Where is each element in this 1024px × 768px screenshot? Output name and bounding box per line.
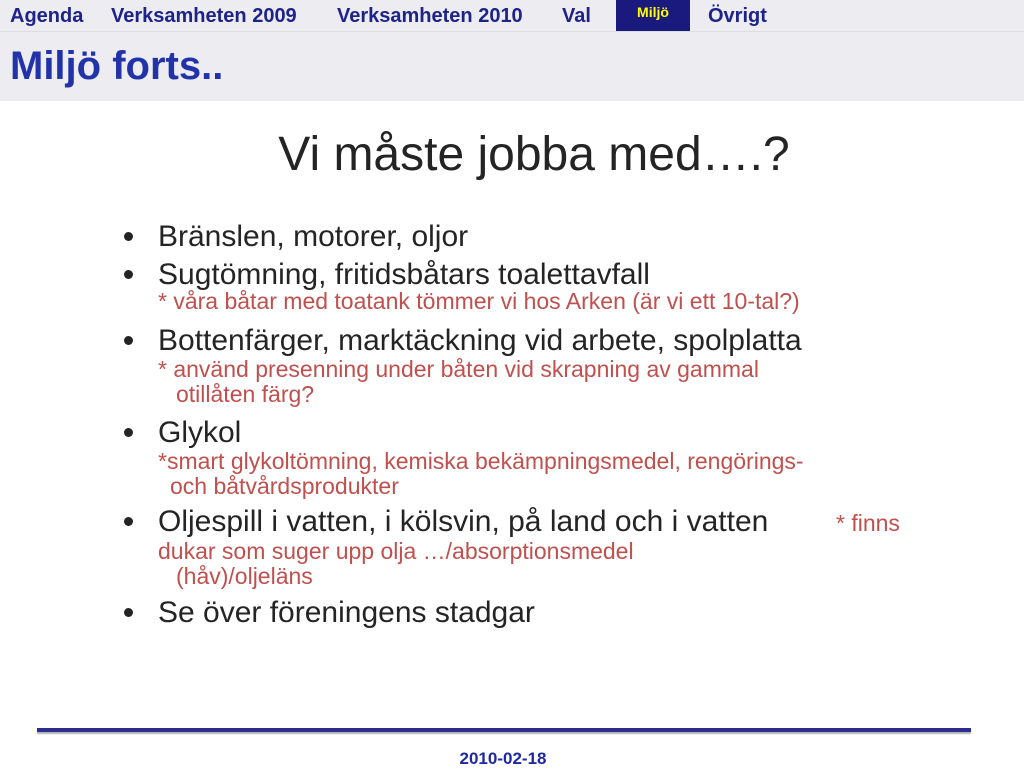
bullet-text: Sugtömning, fritidsbåtars toalettavfall [158, 258, 650, 291]
bullet-note: *smart glykoltömning, kemiska bekämpningsmedel, rengörings- [158, 448, 804, 474]
bullet-note: * våra båtar med toatank tömmer vi hos Arken (är vi ett 10-tal?) [158, 288, 800, 314]
tab-agenda-label: Agenda [10, 5, 84, 27]
tab-miljo-label: Miljö [637, 4, 669, 20]
bullet-text: Glykol [158, 416, 242, 449]
bullet-icon [124, 232, 133, 241]
tab-val[interactable] [562, 0, 591, 31]
tab-agenda[interactable] [10, 0, 83, 31]
footer-divider [37, 728, 971, 732]
bullet-icon [124, 336, 133, 345]
bullet-note: (håv)/oljeläns [176, 563, 313, 589]
tab-miljo[interactable] [616, 0, 690, 31]
tab-ovrigt[interactable] [708, 0, 767, 31]
bullet-icon [124, 517, 133, 526]
bullet-note: * använd presenning under båten vid skrapning av gammal [158, 356, 759, 382]
tab-verksamheten-2009-label: Verksamheten 2009 [111, 5, 297, 27]
bullet-text: Bottenfärger, marktäckning vid arbete, spolplatta [158, 324, 802, 357]
bullet-text: Bränslen, motorer, oljor [158, 220, 469, 253]
bullet-note: otillåten färg? [176, 381, 315, 407]
bullet-text: Se över föreningens stadgar [158, 596, 535, 629]
tab-verksamheten-2009[interactable] [111, 0, 297, 31]
content-heading: Vi måste jobba med….? [278, 128, 790, 181]
tab-ovrigt-label: Övrigt [708, 5, 767, 27]
tab-verksamheten-2010[interactable] [337, 0, 523, 31]
tab-val-label: Val [562, 5, 591, 27]
footer-date: 2010-02-18 [459, 749, 547, 768]
bullet-icon [124, 270, 133, 279]
bullet-side-note: * finns [836, 510, 900, 536]
bullet-text: Oljespill i vatten, i kölsvin, på land och i vatten [158, 505, 769, 538]
bullet-icon [124, 608, 133, 617]
tab-verksamheten-2010-label: Verksamheten 2010 [337, 5, 523, 27]
bullet-note: dukar som suger upp olja …/absorptionsmedel [158, 538, 634, 564]
bullet-icon [124, 428, 133, 437]
page-title: Miljö forts.. [10, 44, 224, 88]
bullet-note: och båtvårdsprodukter [170, 473, 399, 499]
top-navigation [0, 0, 1024, 32]
